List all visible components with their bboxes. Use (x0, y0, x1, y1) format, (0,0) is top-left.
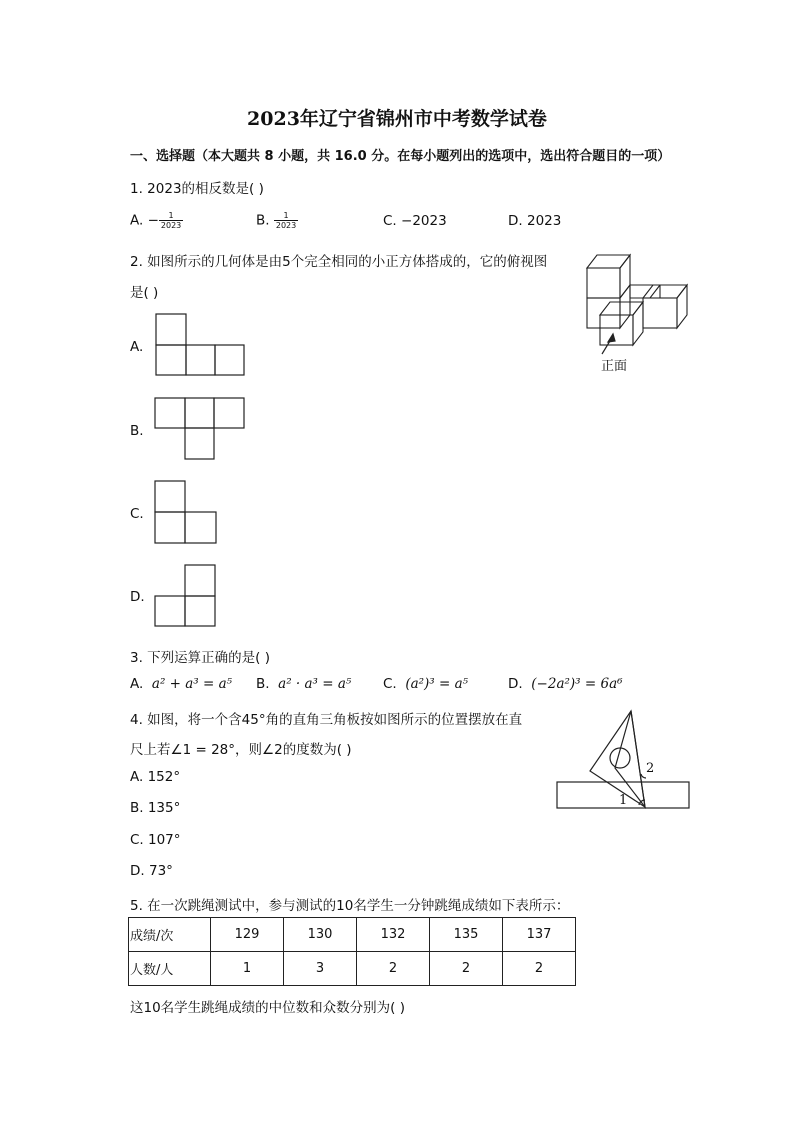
table-cell: 132 (357, 918, 430, 952)
option-a-top-view-figure (155, 313, 247, 377)
question-2-option-b-label: B. (130, 423, 144, 439)
table-cell: 3 (284, 952, 357, 986)
question-3-option-d (508, 676, 623, 692)
question-4-option-c: C. 107° (130, 832, 181, 848)
table-cell: 130 (284, 918, 357, 952)
question-3-stem: 3. 下列运算正确的是( ) (130, 650, 270, 666)
front-view-label: 正面 (601, 359, 628, 374)
question-4-option-b: B. 135° (130, 800, 181, 816)
question-2-stem-line2: 是( ) (130, 285, 159, 301)
table-cell: 135 (430, 918, 503, 952)
table-row-header: 成绩/次 (129, 918, 211, 952)
table-row (129, 918, 576, 952)
question-2-option-c-label: C. (130, 506, 144, 522)
question-2-option-d-label: D. (130, 589, 145, 605)
option-b-top-view-figure (154, 397, 248, 463)
question-1-option-a (130, 211, 183, 230)
option-c-top-view-figure (154, 480, 220, 546)
table-cell: 2 (430, 952, 503, 986)
option-b-label: B. (256, 676, 270, 692)
fraction-denominator: 2023 (275, 221, 297, 230)
question-4-stem-line2: 尺上若∠1 = 28°，则∠2的度数为( ) (130, 742, 352, 758)
option-b-label: B. (256, 212, 270, 229)
cube-solid-figure (580, 250, 700, 360)
option-a-expression: a² + a³ = a⁵ (151, 676, 233, 692)
angle-1-label: 1 (619, 793, 628, 808)
question-3-option-c (383, 676, 468, 692)
question-2-stem-line1: 2. 如图所示的几何体是由5个完全相同的小正方体搭成的，它的俯视图 (130, 254, 548, 270)
fraction-numerator: 1 (283, 211, 289, 220)
option-a-label: A. (130, 676, 144, 692)
question-1-option-c: C. −2023 (383, 213, 447, 229)
table-cell: 2 (357, 952, 430, 986)
option-d-expression: (−2a²)³ = 6a⁶ (531, 676, 623, 692)
table-cell: 137 (503, 918, 576, 952)
table-cell: 2 (503, 952, 576, 986)
fraction-denominator: 2023 (160, 221, 182, 230)
fraction-numerator: 1 (168, 211, 174, 220)
question-5-followup: 这10名学生跳绳成绩的中位数和众数分别为( ) (130, 1000, 406, 1016)
option-b-fraction (274, 211, 298, 230)
angle-2-label: 2 (646, 761, 655, 776)
option-a-fraction (159, 211, 183, 230)
question-2-option-a-label: A. (130, 339, 144, 355)
table-cell: 1 (211, 952, 284, 986)
score-table (128, 917, 576, 986)
question-1-option-b (256, 211, 298, 230)
question-1-stem: 1. 2023的相反数是( ) (130, 181, 264, 197)
question-5-stem: 5. 在一次跳绳测试中，参与测试的10名学生一分钟跳绳成绩如下表所示： (130, 898, 570, 914)
option-d-label: D. (508, 676, 523, 692)
option-c-expression: (a²)³ = a⁵ (405, 676, 469, 692)
option-c-label: C. (383, 676, 397, 692)
table-cell: 129 (211, 918, 284, 952)
option-a-label: A. (130, 212, 144, 229)
question-4-option-d: D. 73° (130, 863, 173, 879)
question-4-option-a: A. 152° (130, 769, 181, 785)
question-3-option-b (256, 676, 351, 692)
question-4-stem-line1: 4. 如图，将一个含45°角的直角三角板按如图所示的位置摆放在直 (130, 712, 523, 728)
option-d-top-view-figure (154, 564, 220, 628)
option-a-sign: − (147, 212, 159, 229)
table-row (129, 952, 576, 986)
section-heading: 一、选择题（本大题共 8 小题，共 16.0 分。在每小题列出的选项中，选出符合题目的一项） (130, 149, 671, 164)
question-1-option-d: D. 2023 (508, 213, 562, 229)
table-row-header: 人数/人 (129, 952, 211, 986)
page-title: 2023年辽宁省锦州市中考数学试卷 (247, 108, 547, 130)
option-b-expression: a² · a³ = a⁵ (278, 676, 352, 692)
question-3-option-a (130, 676, 232, 692)
